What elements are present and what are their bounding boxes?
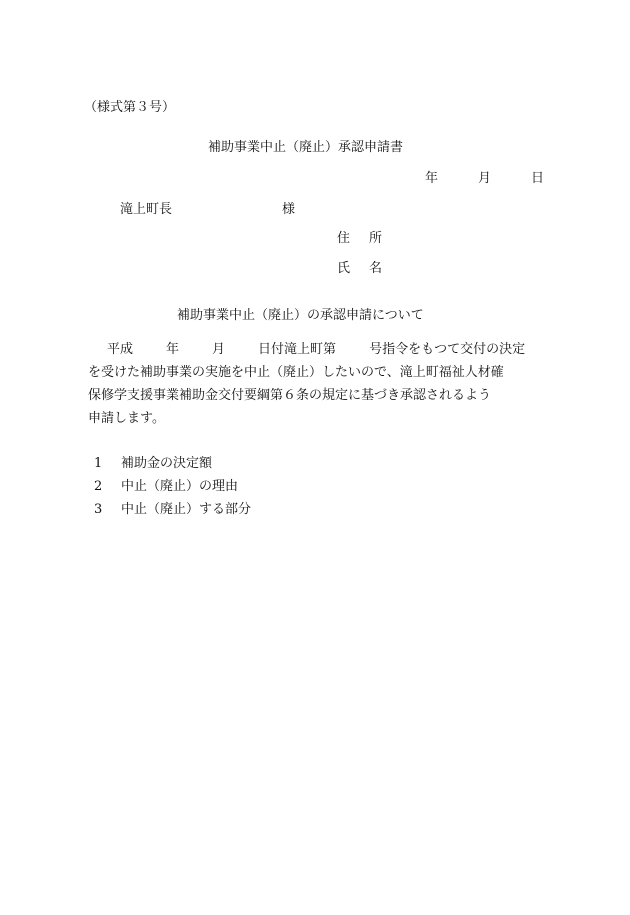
address-char-1: 住 xyxy=(337,231,351,246)
day-label: 日 xyxy=(531,171,545,186)
subject-line: 補助事業中止（廃止）の承認申請について xyxy=(177,308,424,323)
list-item-text: 中止（廃止）の理由 xyxy=(121,479,239,494)
applicant-name-label xyxy=(337,262,382,275)
document-title: 補助事業中止（廃止）承認申請書 xyxy=(208,140,404,155)
list-item-number: 1 xyxy=(94,456,103,471)
list-item xyxy=(94,480,238,493)
date-line xyxy=(425,172,544,185)
body-era: 平成 xyxy=(107,342,134,357)
applicant-address-label xyxy=(337,232,382,245)
list-item-number: 3 xyxy=(94,502,103,517)
addressee-honorific: 様 xyxy=(282,202,296,217)
year-label: 年 xyxy=(425,171,439,186)
address-char-2: 所 xyxy=(369,231,383,246)
body-line-3: 保修学支援事業補助金交付要綱第６条の規定に基づき承認されるよう xyxy=(88,388,492,403)
body-line-1 xyxy=(107,343,525,356)
list-item xyxy=(94,457,212,470)
body-day-ref: 日付滝上町第 xyxy=(258,342,337,357)
list-item-number: 2 xyxy=(94,479,103,494)
name-char-1: 氏 xyxy=(337,261,351,276)
body-line-2: を受けた補助事業の実施を中止（廃止）したいので、滝上町福祉人材確 xyxy=(88,365,504,380)
body-month: 月 xyxy=(212,342,226,357)
body-line-4: 申請します。 xyxy=(88,411,165,426)
month-label: 月 xyxy=(478,171,492,186)
name-char-2: 名 xyxy=(369,261,383,276)
body-year: 年 xyxy=(166,342,180,357)
body-line1-tail: 号指令をもつて交付の決定 xyxy=(369,342,526,357)
form-number: （様式第３号） xyxy=(84,100,176,115)
addressee-name: 滝上町長 xyxy=(120,202,173,217)
list-item-text: 中止（廃止）する部分 xyxy=(121,502,252,517)
list-item xyxy=(94,503,251,516)
list-item-text: 補助金の決定額 xyxy=(121,456,213,471)
